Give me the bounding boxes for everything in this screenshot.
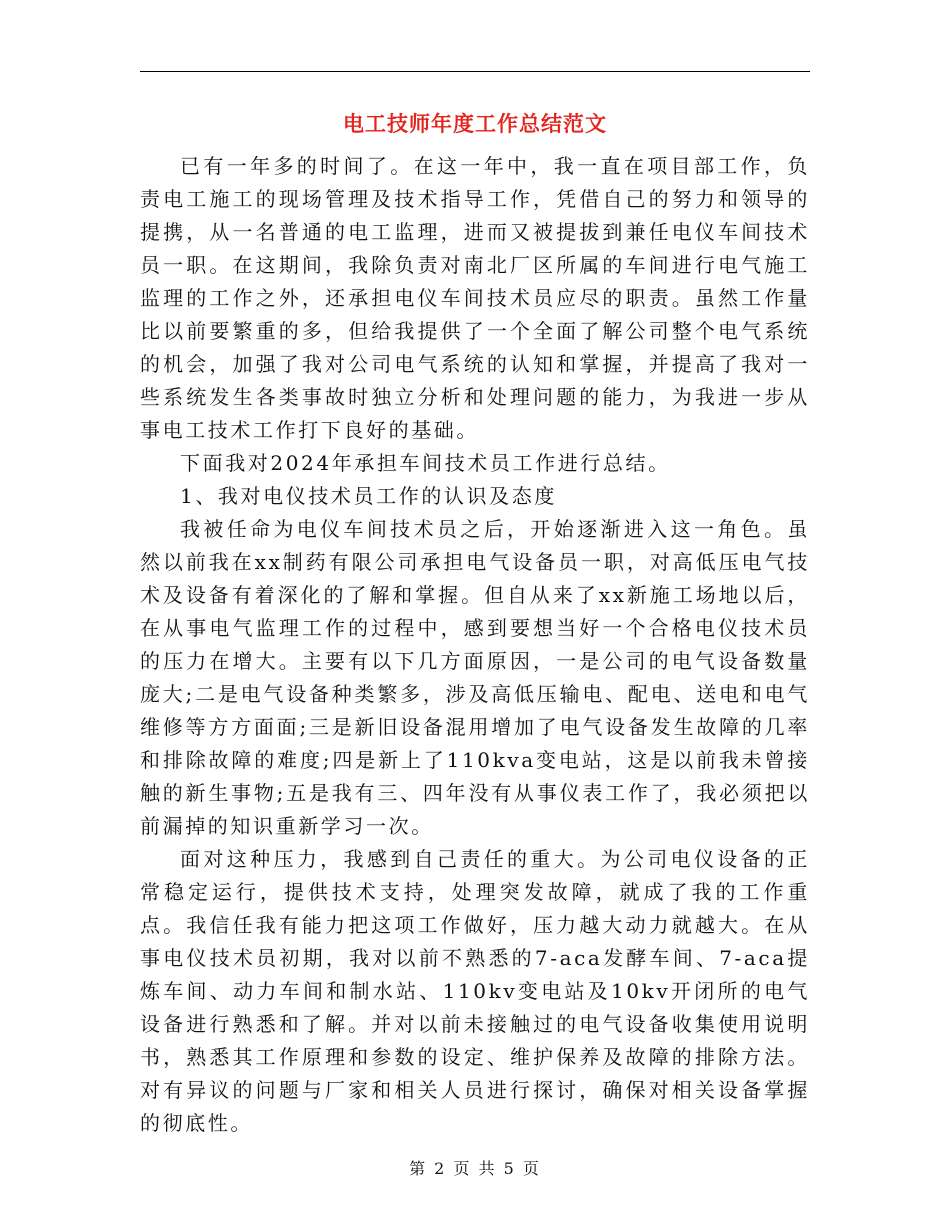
document-title: 电工技师年度工作总结范文: [343, 111, 607, 136]
section-heading-1: 1、我对电仪技术员工作的认识及态度: [180, 484, 557, 508]
paragraph-responsibility: 面对这种压力，我感到自己责任的重大。为公司电仪设备的正常稳定运行，提供技术支持，处理突发故障，就成了我的工作重点。我信任我有能力把这项工作做好，压力越大动力就越大。在从事电仪技术员初期，我对以前不熟悉的7-aca发酵车间、7-aca提炼车间、动力车间和制水站、110kv变电站及10kv开闭所的电气设备进行熟悉和了解。并对以前未接触过的电气设备收集使用说明书，熟悉其工作原理和参数的设定、维护保养及故障的排除方法。对有异议的问题与厂家和相关人员进行探讨，确保对相关设备掌握的彻底性。: [140, 847, 810, 1135]
paragraph-role-pressure: 我被任命为电仪车间技术员之后，开始逐渐进入这一角色。虽然以前我在xx制药有限公司承担电气设备员一职，对高低压电气技术及设备有着深化的了解和掌握。但自从来了xx新施工场地以后，在从事电气监理工作的过程中，感到要想当好一个合格电仪技术员的压力在增大。主要有以下几方面原因，一是公司的电气设备数量庞大;二是电气设备种类繁多，涉及高低压输电、配电、送电和电气维修等方方面面;三是新旧设备混用增加了电气设备发生故障的几率和排除故障的难度;四是新上了110kva变电站，这是以前我未曾接触的新生事物;五是我有三、四年没有从事仪表工作了，我必须把以前漏掉的知识重新学习一次。: [140, 517, 810, 838]
document-body: [140, 150, 810, 1140]
page-number-footer: 第 2 页 共 5 页: [409, 1159, 541, 1178]
header-rule: [140, 71, 810, 72]
paragraph-summary-lead: 下面我对2024年承担车间技术员工作进行总结。: [180, 451, 671, 475]
paragraph-intro: 已有一年多的时间了。在这一年中，我一直在项目部工作，负责电工施工的现场管理及技术指导工作，凭借自己的努力和领导的提携，从一名普通的电工监理，进而又被提拔到兼任电仪车间技术员一职。在这期间，我除负责对南北厂区所属的车间进行电气施工监理的工作之外，还承担电仪车间技术员应尽的职责。虽然工作量比以前要繁重的多，但给我提供了一个全面了解公司整个电气系统的机会，加强了我对公司电气系统的认知和掌握，并提高了我对一些系统发生各类事故时独立分析和处理问题的能力，为我进一步从事电工技术工作打下良好的基础。: [140, 154, 810, 442]
